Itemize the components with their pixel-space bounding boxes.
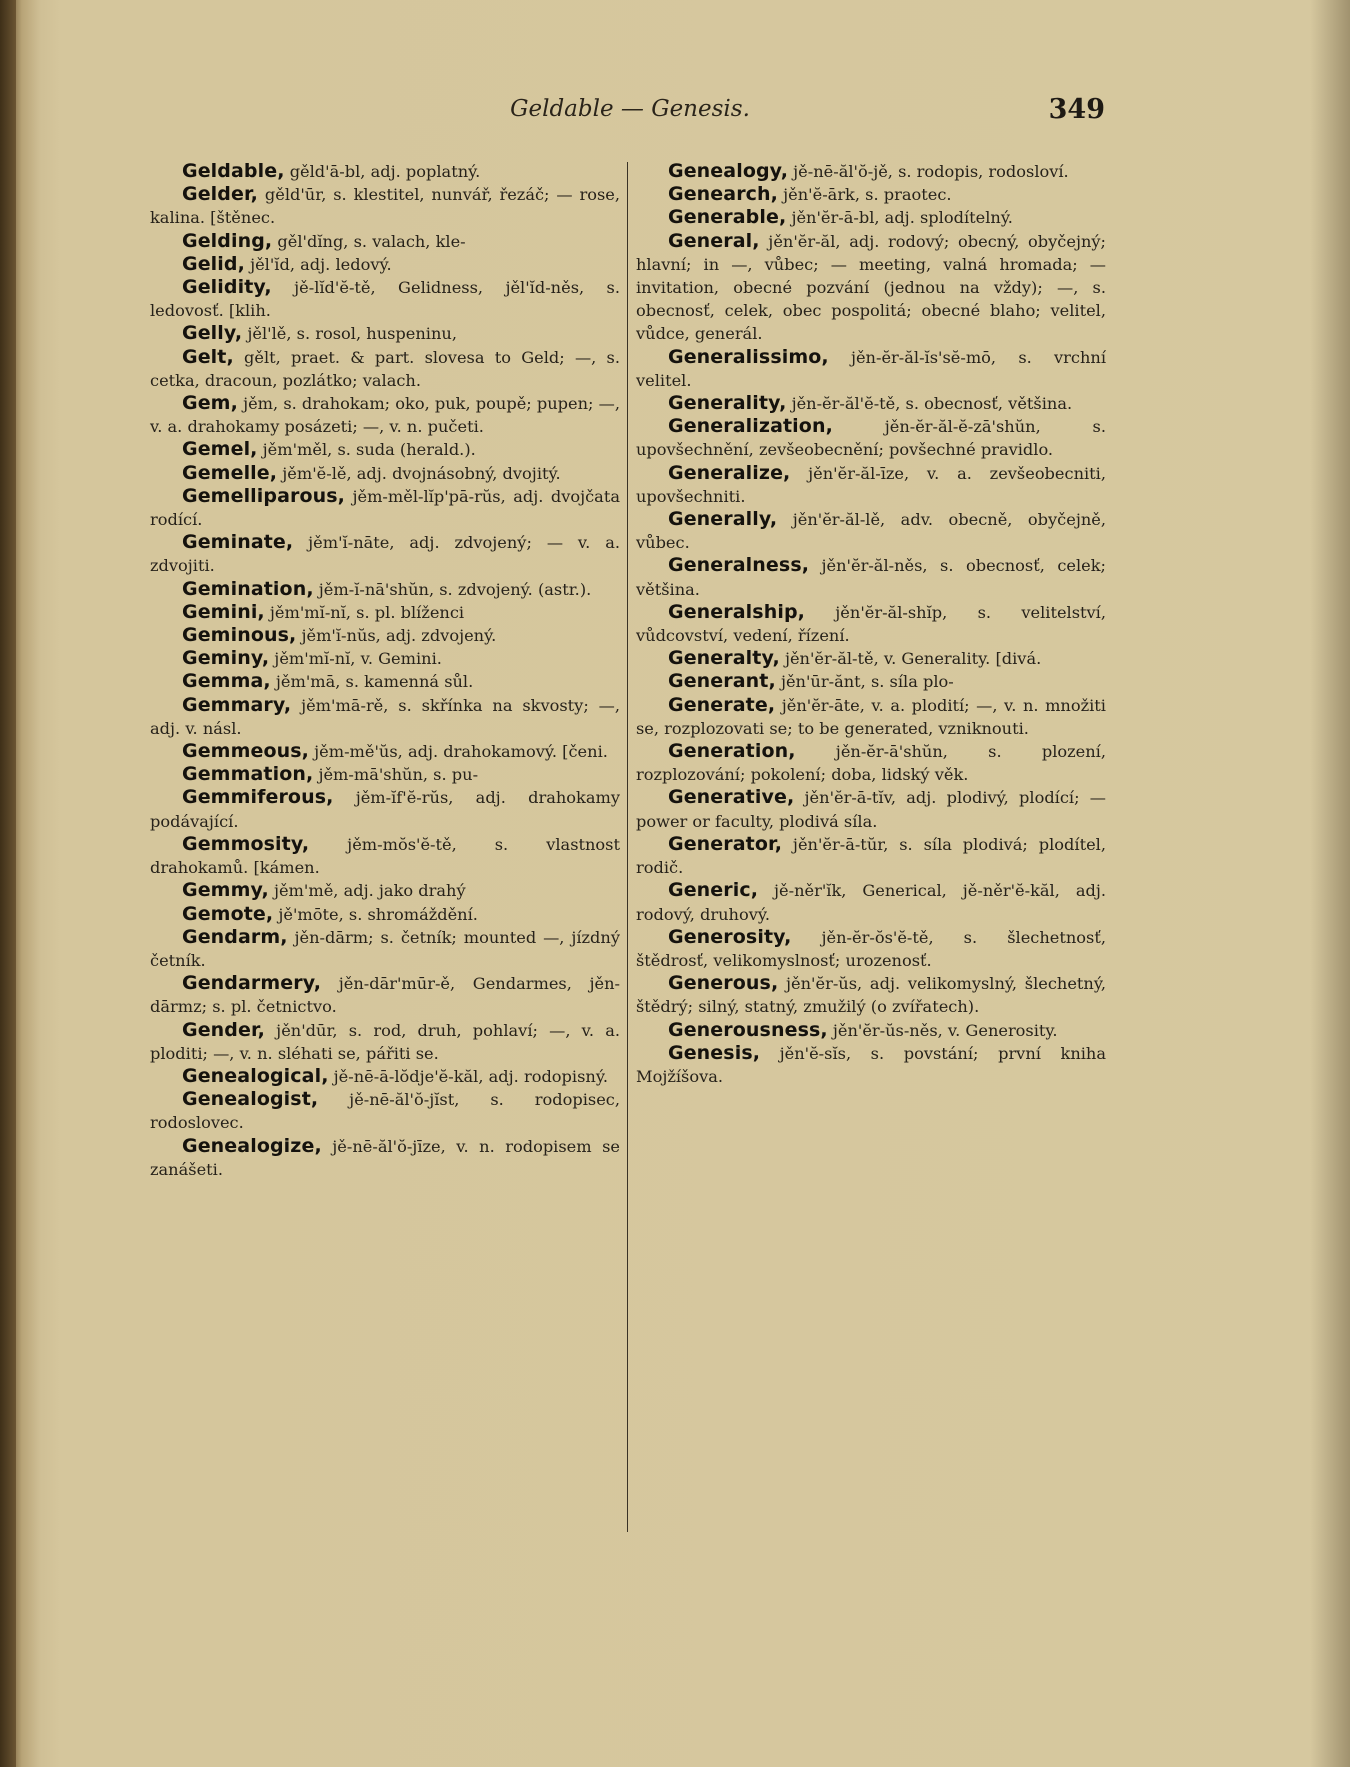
- entry-definition: jěn-ĕr-ăl'ĕ-tě, s. obecnosť, většina.: [786, 394, 1073, 414]
- entry-definition: jěm'mĭ-nĭ, v. Gemini.: [269, 649, 442, 669]
- dictionary-entry: [636, 508, 1106, 554]
- entry-definition: jěn'ĕr-ăl-lě, adv. obecně, obyčejně, vůbec.: [636, 510, 1106, 553]
- entry-definition: jě'mōte, s. shromáždění.: [273, 904, 478, 924]
- headword: Generalty,: [668, 647, 780, 670]
- entry-definition: jěn'ĕr-ăl-shĭp, s. velitelství, vůdcovství, vedení, řízení.: [636, 602, 1106, 646]
- headword: Gemel,: [182, 438, 258, 461]
- entry-definition: jě-nē-ăl'ŏ-jĭst, s. rodopisec, rodoslovec.: [150, 1090, 620, 1133]
- dictionary-entry: [150, 183, 620, 229]
- entry-definition: jěn-ĕr-ā'shŭn, s. plození, rozplozování; pokolení; doba, lidský věk.: [636, 742, 1106, 785]
- dictionary-entry: [636, 601, 1106, 647]
- entry-definition: jěn'dūr, s. rod, druh, pohlaví; —, v. a. ploditi; —, v. n. sléhati se, pářiti se.: [150, 1020, 620, 1063]
- entry-definition: jěm, s. drahokam; oko, puk, poupě; pupen; —, v. a. drahokamy posázeti; —, v. n. pučeti.: [150, 394, 620, 437]
- dictionary-entry: [150, 903, 620, 926]
- dictionary-entry: [636, 346, 1106, 392]
- left-column: [150, 160, 620, 1181]
- dictionary-entry: [150, 763, 620, 786]
- headword: Gemelliparous,: [182, 484, 346, 507]
- entry-definition: jěn-ĕr-ăl-ĭs'sĕ-mō, s. vrchní velitel.: [636, 347, 1106, 390]
- dictionary-entry: [150, 392, 620, 438]
- dictionary-entry: [636, 415, 1106, 461]
- entry-definition: jěn'ĕr-ăl, adj. rodový; obecný, obyčejný; hlavní; in —, vůbec; — meeting, valná hromada; — invitation, obecné pozvání (jednou na vždy); —, s. obecnosť, celek, obec pospolitá; obecné blaho; velitel, vůdce, generál.: [636, 231, 1106, 344]
- entry-definition: jěm-mŏs'ĕ-tě, s. vlastnost drahokamů. [kámen.: [150, 834, 620, 878]
- headword: Genealogist,: [182, 1088, 319, 1111]
- entry-definition: jěm-měl-lĭp'pā-rŭs, adj. dvojčata rodící.: [150, 486, 620, 530]
- dictionary-entry: [636, 740, 1106, 786]
- entry-definition: jěm'mā, s. kamenná sůl.: [270, 672, 474, 692]
- headword: Generic,: [668, 879, 759, 902]
- dictionary-entry: [636, 670, 1106, 693]
- headword: Generant,: [668, 670, 776, 693]
- dictionary-entry: [636, 206, 1106, 229]
- dictionary-entry: [636, 786, 1106, 832]
- dictionary-entry: [636, 462, 1106, 508]
- headword: Generosity,: [668, 925, 792, 948]
- dictionary-entry: [150, 578, 620, 601]
- headword: Gemelle,: [182, 461, 278, 484]
- dictionary-entry: [150, 1065, 620, 1088]
- headword: Generousness,: [668, 1018, 828, 1041]
- page-number: 349: [1048, 94, 1105, 125]
- dictionary-entry: [636, 879, 1106, 925]
- headword: Gender,: [182, 1018, 265, 1041]
- dictionary-entry: [636, 554, 1106, 600]
- dictionary-entry: [150, 1019, 620, 1065]
- headword: Gemmosity,: [182, 832, 310, 855]
- entry-definition: gělt, praet. & part. slovesa to Geld; —, s. cetka, dracoun, pozlátko; valach.: [150, 347, 620, 390]
- entry-definition: jěm'mā-rě, s. skřínka na skvosty; —, adj. v. násl.: [150, 695, 620, 738]
- headword: Gemmary,: [182, 693, 292, 716]
- entry-definition: jě-nē-ā-lŏdje'ĕ-kăl, adj. rodopisný.: [328, 1066, 608, 1086]
- headword: Gelding,: [182, 229, 273, 252]
- headword: Geminate,: [182, 531, 294, 554]
- dictionary-entry: [636, 183, 1106, 206]
- dictionary-entry: [150, 601, 620, 624]
- headword: Generation,: [668, 740, 796, 763]
- headword: Gelly,: [182, 322, 243, 345]
- entry-definition: jěn'ĕ-sĭs, s. povstání; první kniha Mojžíšova.: [636, 1043, 1106, 1086]
- entry-definition: jěn'ĕr-ŭs, adj. velikomyslný, šlechetný, štědrý; silný, statný, zmužilý (o zvířatech).: [636, 974, 1106, 1017]
- headword: Genearch,: [668, 183, 778, 206]
- dictionary-entry: [150, 624, 620, 647]
- dictionary-entry: [150, 485, 620, 531]
- headword: Generator,: [668, 832, 783, 855]
- headword: Gelid,: [182, 252, 245, 275]
- entry-definition: jěn'ĕr-ā-tŭr, s. síla plodivá; plodítel, rodič.: [636, 834, 1106, 878]
- headword: Generous,: [668, 972, 779, 995]
- dictionary-entry: [636, 230, 1106, 346]
- dictionary-entry: [150, 786, 620, 832]
- headword: Generalissimo,: [668, 345, 829, 368]
- dictionary-entry: [150, 438, 620, 461]
- headword: Gemote,: [182, 902, 274, 925]
- dictionary-entry: [636, 972, 1106, 1018]
- entry-definition: gěl'dĭng, s. valach, kle-: [272, 231, 466, 251]
- column-divider: [627, 162, 628, 1532]
- dictionary-entry: [150, 740, 620, 763]
- dictionary-entry: [636, 926, 1106, 972]
- headword: Genealogize,: [182, 1134, 322, 1157]
- entry-definition: gěld'ā-bl, adj. poplatný.: [284, 162, 481, 181]
- dictionary-entry: [150, 670, 620, 693]
- headword: Gendarmery,: [182, 972, 322, 995]
- dictionary-entry: [636, 1019, 1106, 1042]
- entry-definition: jěm-ĭ-nā'shŭn, s. zdvojený. (astr.).: [313, 579, 592, 599]
- entry-definition: jěn'ĕr-āte, v. a. plodití; —, v. n. množiti se, rozplozovati se; to be generated, vzniknouti.: [636, 695, 1106, 738]
- dictionary-entry: [150, 276, 620, 322]
- dictionary-entry: [150, 322, 620, 345]
- dictionary-entry: [150, 230, 620, 253]
- entry-definition: jěm-ĭf'ĕ-rŭs, adj. drahokamy podávající.: [150, 788, 620, 831]
- headword: Gem,: [182, 392, 238, 415]
- headword: Generalize,: [668, 461, 791, 484]
- entry-definition: jěn'ĕr-ā-tĭv, adj. plodivý, plodící; — power or faculty, plodivá síla.: [636, 788, 1106, 831]
- entry-definition: jěn'ĕr-ăl-něs, s. obecnosť, celek; většina.: [636, 556, 1106, 599]
- headword: Gemmeous,: [182, 740, 309, 763]
- headword: Genesis,: [668, 1041, 761, 1064]
- dictionary-entry: [150, 972, 620, 1018]
- headword: Generally,: [668, 508, 778, 531]
- headword: Gelidity,: [182, 276, 272, 299]
- dictionary-entry: [636, 694, 1106, 740]
- headword: Gemmiferous,: [182, 786, 334, 809]
- headword: Generalization,: [668, 415, 833, 438]
- headword: Geminy,: [182, 647, 270, 670]
- dictionary-entry: [150, 160, 620, 183]
- entry-definition: jěn'ĕr-ā-bl, adj. splodítelný.: [786, 208, 1013, 228]
- entry-definition: jěm-mā'shŭn, s. pu-: [313, 765, 479, 785]
- entry-definition: jě-nē-ăl'ŏ-jě, s. rodopis, rodosloví.: [788, 162, 1069, 181]
- dictionary-entry: [636, 1042, 1106, 1088]
- entry-definition: gěld'ūr, s. klestitel, nunvář, řezáč; — rose, kalina. [štěnec.: [150, 185, 620, 228]
- entry-definition: jěm'mě, adj. jako drahý: [268, 881, 466, 901]
- dictionary-entry: [150, 879, 620, 902]
- dictionary-entry: [150, 462, 620, 485]
- headword: Geminous,: [182, 624, 297, 647]
- headword: Genealogical,: [182, 1064, 329, 1087]
- dictionary-entry: [636, 160, 1106, 183]
- dictionary-entry: [150, 926, 620, 972]
- headword: Gemination,: [182, 577, 314, 600]
- headword: Generative,: [668, 786, 795, 809]
- headword: Gemmy,: [182, 879, 269, 902]
- entry-definition: jěm'ĭ-nŭs, adj. zdvojený.: [296, 626, 497, 646]
- entry-definition: jěm'mĭ-nĭ, s. pl. blíženci: [264, 602, 465, 622]
- entry-definition: jěn'ĕr-ăl-tě, v. Generality. [divá.: [779, 649, 1042, 669]
- dictionary-entry: [150, 253, 620, 276]
- entry-definition: jě-nē-ăl'ŏ-jīze, v. n. rodopisem se zanášeti.: [150, 1136, 620, 1179]
- headword: Gendarm,: [182, 925, 288, 948]
- headword: Gelder,: [182, 183, 258, 206]
- running-header: Geldable — Genesis.: [510, 96, 750, 122]
- headword: Gemmation,: [182, 763, 314, 786]
- dictionary-entry: [636, 392, 1106, 415]
- entry-definition: jěm'ĭ-nāte, adj. zdvojený; — v. a. zdvojiti.: [150, 533, 620, 576]
- entry-definition: jěn-dārm; s. četník; mounted —, jízdný četník.: [150, 927, 620, 970]
- dictionary-entry: [150, 694, 620, 740]
- right-column: [636, 160, 1106, 1088]
- headword: Gemini,: [182, 600, 265, 623]
- dictionary-entry: [636, 647, 1106, 670]
- entry-definition: jěl'ĭd, adj. ledový.: [244, 254, 392, 274]
- headword: Generalship,: [668, 600, 805, 623]
- dictionary-entry: [150, 346, 620, 392]
- entry-definition: jěm-mě'ŭs, adj. drahokamový. [čeni.: [308, 742, 608, 762]
- entry-definition: jěn'ĕr-ŭs-něs, v. Generosity.: [827, 1020, 1058, 1040]
- entry-definition: jěn-dār'mūr-ě, Gendarmes, jěn-dārmz; s. pl. četnictvo.: [150, 974, 620, 1017]
- headword: Geldable,: [182, 160, 285, 182]
- entry-definition: jěn'ĕr-ăl-īze, v. a. zevšeobecniti, upovšechniti.: [636, 463, 1106, 506]
- entry-definition: jě-lĭd'ĕ-tě, Gelidness, jěl'ĭd-něs, s. ledovosť. [klih.: [150, 278, 620, 321]
- dictionary-entry: [150, 1088, 620, 1134]
- entry-definition: jěl'lě, s. rosol, huspeninu,: [242, 324, 457, 344]
- dictionary-entry: [150, 647, 620, 670]
- headword: Generality,: [668, 392, 787, 415]
- dictionary-entry: [150, 833, 620, 879]
- headword: General,: [668, 229, 760, 252]
- entry-definition: jěn-ĕr-ăl-ĕ-zā'shŭn, s. upovšechnění, zevšeobecnění; povšechné pravidlo.: [636, 417, 1106, 460]
- headword: Generalness,: [668, 554, 810, 577]
- entry-definition: jěn'ūr-ănt, s. síla plo-: [775, 672, 954, 692]
- entry-definition: jěm'měl, s. suda (herald.).: [257, 440, 476, 460]
- dictionary-entry: [636, 833, 1106, 879]
- headword: Genealogy,: [668, 160, 789, 182]
- headword: Generate,: [668, 693, 776, 716]
- dictionary-entry: [150, 531, 620, 577]
- headword: Gelt,: [182, 345, 234, 368]
- entry-definition: jěm'ĕ-lě, adj. dvojnásobný, dvojitý.: [277, 463, 561, 483]
- book-spine-shadow: [0, 0, 16, 1767]
- headword: Gemma,: [182, 670, 271, 693]
- entry-definition: jěn-ĕr-ŏs'ĕ-tě, s. šlechetnosť, štědrosť, velikomyslnosť; urozenosť.: [636, 927, 1106, 970]
- entry-definition: jě-něr'ĭk, Generical, jě-něr'ĕ-kăl, adj. rodový, druhový.: [636, 881, 1106, 924]
- headword: Generable,: [668, 206, 787, 229]
- dictionary-entry: [150, 1135, 620, 1181]
- entry-definition: jěn'ĕ-ārk, s. praotec.: [778, 185, 952, 205]
